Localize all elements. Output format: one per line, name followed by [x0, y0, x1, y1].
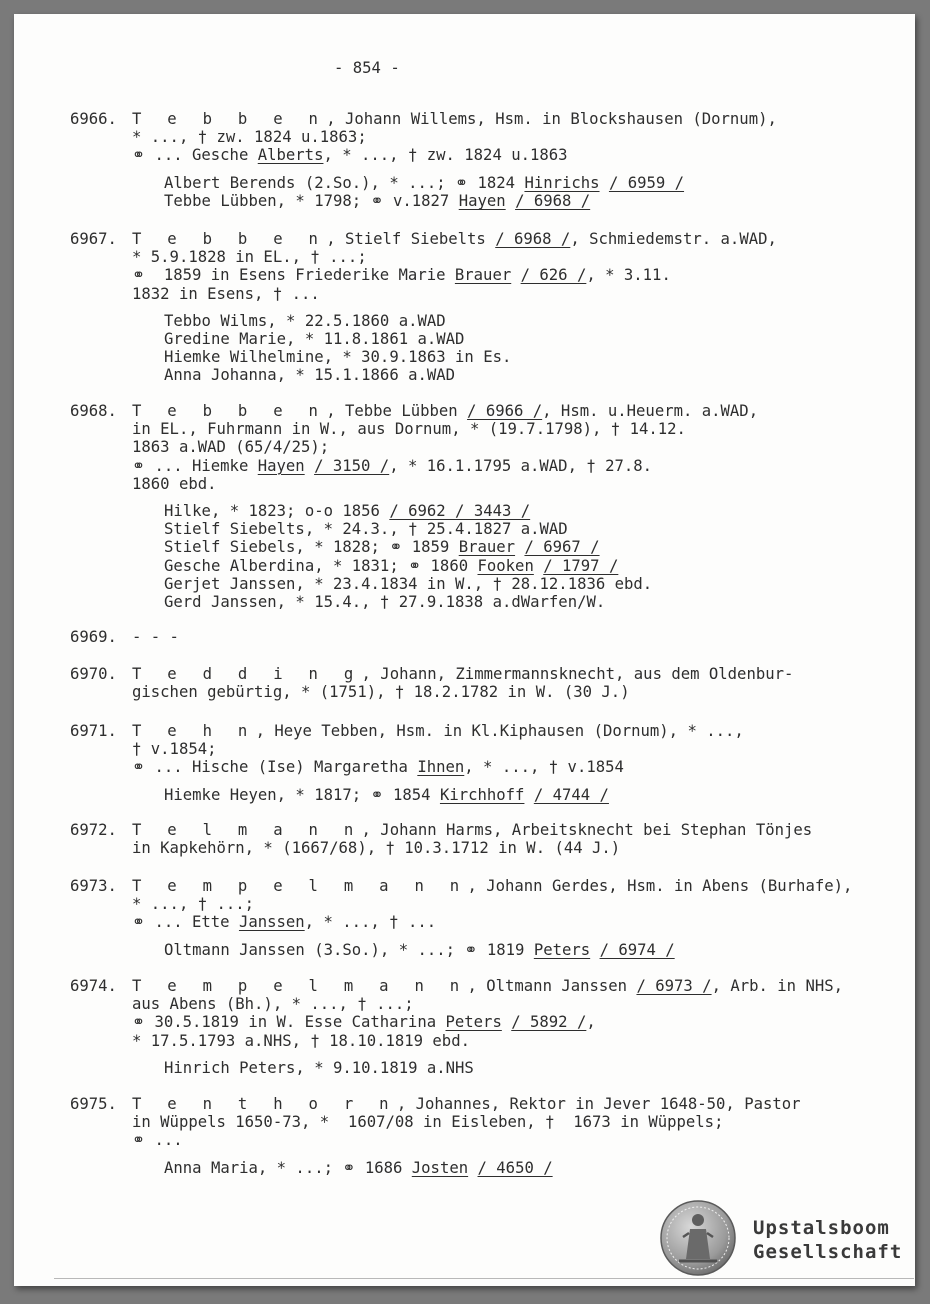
- underlined-reference: / 6968 /: [495, 230, 571, 248]
- text-segment: , * 16.1.1795 a.WAD, † 27.8.: [389, 456, 653, 475]
- child-line: [164, 174, 684, 192]
- underlined-reference: Hayen: [257, 456, 305, 475]
- text-segment: [524, 786, 533, 804]
- child-line: [164, 348, 511, 366]
- child-line: [164, 312, 446, 330]
- entry-number: 6969.: [70, 628, 117, 646]
- text-segment: Gredine Marie, * 11.8.1861 a.WAD: [164, 330, 465, 348]
- text-segment: Tebbo Wilms, * 22.5.1860 a.WAD: [164, 311, 446, 330]
- text-segment: , Johann Harms, Arbeitsknecht bei Stephan Tönjes: [361, 821, 813, 839]
- text-segment: , Johann Willems, Hsm. in Blockshausen (Dornum),: [326, 110, 777, 128]
- text-segment: , Heye Tebben, Hsm. in Kl.Kiphausen (Dornum), * ...,: [255, 722, 744, 740]
- document-page: [14, 14, 915, 1286]
- text-segment: , Arb. in NHS,: [711, 977, 844, 995]
- entry-heading: [132, 877, 852, 895]
- text-segment: Gerjet Janssen, * 23.4.1834 in W., † 28.12.1836 ebd.: [164, 574, 653, 593]
- text-segment: * 5.9.1828 in EL., † ...;: [132, 248, 367, 267]
- text-segment: Hiemke Wilhelmine, * 30.9.1863 in Es.: [164, 348, 512, 367]
- entry-heading: [132, 1095, 801, 1113]
- surname: T e m p e l m a n n: [132, 877, 468, 895]
- surname: T e m p e l m a n n: [132, 977, 468, 995]
- underlined-reference: / 626 /: [520, 266, 587, 285]
- entry-line: [132, 683, 630, 701]
- text-segment: , Johannes, Rektor in Jever 1648-50, Pastor: [396, 1095, 801, 1113]
- underlined-reference: Hinrichs: [524, 173, 600, 192]
- entry-heading: [132, 402, 758, 420]
- underlined-reference: / 6966 /: [467, 402, 543, 420]
- child-line: [164, 557, 618, 575]
- underlined-reference: Janssen: [238, 913, 305, 932]
- text-segment: 1860 ebd.: [132, 474, 217, 493]
- text-segment: [534, 557, 543, 575]
- underlined-reference: Fooken: [477, 556, 534, 575]
- surname: T e b b e n: [132, 402, 327, 420]
- underlined-reference: Ihnen: [417, 758, 465, 777]
- entry-line: [132, 457, 652, 475]
- text-segment: , Hsm. u.Heuerm. a.WAD,: [542, 402, 759, 420]
- underlined-reference: Peters: [533, 940, 591, 959]
- text-segment: , Johann Gerdes, Hsm. in Abens (Burhafe),: [467, 877, 853, 895]
- underlined-reference: / 4744 /: [533, 785, 609, 804]
- text-segment: * 17.5.1793 a.NHS, † 18.10.1819 ebd.: [132, 1031, 470, 1050]
- surname: T e d d i n g: [132, 665, 362, 683]
- surname: T e b b e n: [132, 110, 327, 128]
- logo-line-2: Gesellschaft: [753, 1241, 903, 1263]
- text-segment: [600, 174, 609, 192]
- entry-heading: [132, 628, 179, 646]
- text-segment: ⚭ ...: [132, 1131, 183, 1150]
- entry-line: [132, 995, 414, 1013]
- text-segment: Oltmann Janssen (3.So.), * ...; ⚭ 1819: [164, 940, 534, 959]
- entry-line: [132, 128, 367, 146]
- underlined-reference: Peters: [445, 1013, 502, 1032]
- text-segment: , * ..., † zw. 1824 u.1863: [323, 146, 568, 165]
- entry-number: 6972.: [70, 821, 117, 839]
- text-segment: [502, 1013, 511, 1031]
- text-segment: , * 3.11.: [586, 266, 671, 285]
- child-line: [164, 330, 464, 348]
- entry-heading: [132, 821, 812, 839]
- text-segment: ⚭ ... Hische (Ise) Margaretha: [132, 758, 418, 777]
- entry-line: [132, 266, 671, 284]
- entry-line: [132, 1131, 183, 1149]
- text-segment: , Stielf Siebelts: [326, 230, 496, 248]
- entry-line: [132, 895, 254, 913]
- child-line: [164, 1159, 553, 1177]
- text-segment: Anna Maria, * ...; ⚭ 1686: [164, 1158, 412, 1177]
- surname: T e b b e n: [132, 230, 327, 248]
- underlined-reference: / 6967 /: [524, 538, 600, 557]
- underlined-reference: / 1797 /: [543, 556, 619, 575]
- entry-number: 6966.: [70, 110, 117, 128]
- text-segment: [590, 941, 599, 959]
- entry-heading: [132, 722, 744, 740]
- text-segment: Stielf Siebels, * 1828; ⚭ 1859: [164, 538, 459, 557]
- child-line: [164, 941, 675, 959]
- underlined-reference: / 5892 /: [511, 1013, 587, 1032]
- underlined-reference: Josten: [411, 1158, 469, 1177]
- entry-line: [132, 740, 217, 758]
- underlined-reference: / 6973 /: [636, 977, 712, 995]
- entry-number: 6971.: [70, 722, 117, 740]
- entry-number: 6974.: [70, 977, 117, 995]
- entry-heading: [132, 110, 777, 128]
- text-segment: Albert Berends (2.So.), * ...; ⚭ 1824: [164, 173, 525, 192]
- text-segment: in Wüppels 1650-73, * 1607/08 in Eisleben, † 1673 in Wüppels;: [132, 1113, 724, 1132]
- entry-line: [132, 475, 217, 493]
- text-segment: ⚭ ... Hiemke: [132, 456, 258, 475]
- entry-line: [132, 420, 686, 438]
- logo-line-1: Upstalsboom: [753, 1217, 890, 1239]
- surname: T e n t h o r n: [132, 1095, 397, 1113]
- text-segment: , Schmiedemstr. a.WAD,: [570, 230, 777, 248]
- underlined-reference: / 4650 /: [477, 1158, 553, 1177]
- child-line: [164, 593, 605, 611]
- child-line: [164, 1059, 474, 1077]
- text-segment: * ..., † ...;: [132, 895, 255, 914]
- text-segment: in Kapkehörn, * (1667/68), † 10.3.1712 in W. (44 J.): [132, 839, 621, 858]
- text-segment: in EL., Fuhrmann in W., aus Dornum, * (19.7.1798), † 14.12.: [132, 420, 686, 439]
- text-segment: Gerd Janssen, * 15.4., † 27.9.1838 a.dWarfen/W.: [164, 593, 606, 611]
- text-segment: Hilke, * 1823; o-o 1856: [164, 502, 390, 520]
- entry-heading: [132, 230, 777, 248]
- underlined-reference: Brauer: [454, 266, 512, 285]
- text-segment: * ..., † zw. 1824 u.1863;: [132, 128, 367, 147]
- entry-heading: [132, 977, 843, 995]
- text-segment: Anna Johanna, * 15.1.1866 a.WAD: [164, 366, 456, 385]
- entry-line: [132, 1113, 723, 1131]
- entry-line: [132, 248, 367, 266]
- entry-line: [132, 913, 436, 931]
- underlined-reference: Brauer: [458, 538, 516, 557]
- child-line: [164, 538, 600, 556]
- text-segment: [511, 266, 520, 284]
- entry-number: 6973.: [70, 877, 117, 895]
- underlined-reference: Kirchhoff: [439, 785, 525, 804]
- underlined-reference: / 6959 /: [608, 173, 685, 192]
- text-segment: Hiemke Heyen, * 1817; ⚭ 1854: [164, 785, 440, 804]
- child-line: [164, 786, 609, 804]
- text-segment: Stielf Siebelts, * 24.3., † 25.4.1827 a.WAD: [164, 520, 568, 539]
- child-line: [164, 366, 455, 384]
- entry-line: [132, 285, 320, 303]
- entry-number: 6968.: [70, 402, 117, 420]
- text-segment: , * ..., † ...: [304, 913, 437, 932]
- entry-line: [132, 758, 624, 776]
- text-segment: , Johann, Zimmermannsknecht, aus dem Oldenbur-: [361, 665, 794, 683]
- entry-line: [132, 438, 329, 456]
- text-segment: aus Abens (Bh.), * ..., † ...;: [132, 995, 414, 1014]
- text-segment: - - -: [132, 628, 179, 646]
- entry-line: [132, 146, 568, 164]
- text-segment: [305, 457, 314, 475]
- text-segment: ,: [586, 1013, 596, 1032]
- child-line: [164, 575, 652, 593]
- underlined-reference: Hayen: [458, 191, 506, 210]
- text-segment: gischen gebürtig, * (1751), † 18.2.1782 in W. (30 J.): [132, 683, 630, 702]
- entry-line: [132, 1032, 470, 1050]
- entry-line: [132, 839, 620, 857]
- entry-number: 6967.: [70, 230, 117, 248]
- underlined-reference: / 3150 /: [314, 456, 390, 475]
- text-segment: , * ..., † v.1854: [464, 758, 624, 777]
- underlined-reference: / 6968 /: [515, 191, 591, 210]
- entry-heading: [132, 665, 793, 683]
- text-segment: 1863 a.WAD (65/4/25);: [132, 438, 330, 457]
- text-segment: [506, 192, 515, 210]
- entry-number: 6970.: [70, 665, 117, 683]
- surname: T e h n: [132, 722, 256, 740]
- surname: T e l m a n n: [132, 821, 362, 839]
- underlined-reference: / 6962 / 3443 /: [389, 502, 531, 520]
- upstalsboom-logo: [659, 1199, 909, 1279]
- text-segment: [468, 1159, 477, 1177]
- text-segment: Hinrich Peters, * 9.10.1819 a.NHS: [164, 1058, 474, 1077]
- child-line: [164, 502, 530, 520]
- text-segment: Gesche Alberdina, * 1831; ⚭ 1860: [164, 556, 478, 575]
- text-segment: ⚭ 1859 in Esens Friederike Marie: [132, 266, 455, 285]
- text-segment: 1832 in Esens, † ...: [132, 284, 320, 303]
- page-number: - 854 -: [334, 59, 400, 77]
- text-segment: ⚭ ... Ette: [132, 913, 239, 932]
- child-line: [164, 192, 590, 210]
- text-segment: , Tebbe Lübben: [326, 402, 468, 420]
- text-segment: † v.1854;: [132, 740, 217, 759]
- text-segment: Tebbe Lübben, * 1798; ⚭ v.1827: [164, 191, 459, 210]
- text-segment: ⚭ ... Gesche: [132, 146, 258, 165]
- child-line: [164, 520, 568, 538]
- text-segment: , Oltmann Janssen: [467, 977, 637, 995]
- entry-number: 6975.: [70, 1095, 117, 1113]
- text-segment: ⚭ 30.5.1819 in W. Esse Catharina: [132, 1013, 446, 1032]
- entry-line: [132, 1013, 596, 1031]
- seal-icon: [659, 1199, 737, 1277]
- underlined-reference: / 6974 /: [599, 940, 675, 959]
- underlined-reference: Alberts: [257, 146, 324, 165]
